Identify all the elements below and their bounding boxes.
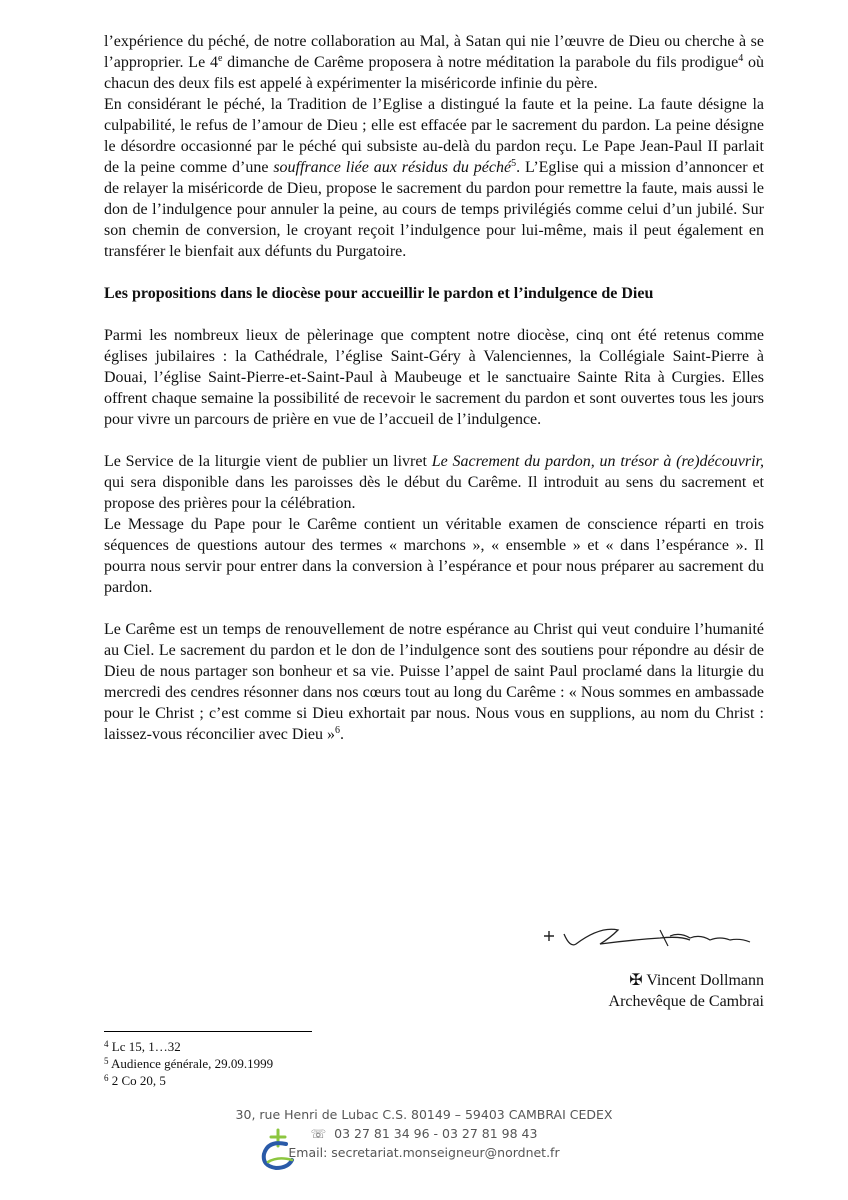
signature-block	[609, 970, 764, 1012]
text: .	[340, 726, 345, 743]
superscript: e	[217, 53, 223, 64]
footnote: $^6$ 2 Co 20, 5	[104, 1073, 166, 1088]
letter-body	[104, 31, 764, 745]
section-heading: Les propositions dans le diocèse pour accueillir le pardon et l’indulgence de Dieu	[104, 285, 654, 302]
paragraph-3: Parmi les nombreux lieux de pèlerinage que comptent notre diocèse, cinq ont été retenus comme églises jubilaires : la Cathédrale, l’église Saint-Géry à Valenciennes, la Collégiale Saint-Pierre à Douai, l’église Saint-Pierre-et-Saint-Paul à Maubeuge et le sanctuaire Sainte Rita à Curgies. Elles offrent chaque semaine la possibilité de recevoir le sacrement du pardon et sont ouvertes tous les jours pour vivre un parcours de prière en vue de l’accueil de l’indulgence.	[104, 327, 764, 428]
text: l’expérience du péché, de notre collaboration au Mal, à Satan qui nie l’œuvre de Dieu ou cherche à se l’approprier. Le 4	[104, 33, 764, 71]
footnote-ref: 4	[738, 53, 744, 64]
footnote-separator	[104, 1031, 312, 1032]
book-title: Le Sacrement du pardon, un trésor à (re)découvrir,	[431, 453, 764, 470]
footer-address: 30, rue Henri de Lubac C.S. 80149 – 59403 CAMBRAI CEDEX	[235, 1107, 613, 1122]
paragraph-5: Le Message du Pape pour le Carême contient un véritable examen de conscience réparti en trois séquences de questions autour des termes « marchons », « ensemble » et « dans l’espérance ». Il pourra nous servir pour entrer dans la conversion à l’espérance et pour nous préparer au sacrement du pardon.	[104, 516, 764, 596]
footnote: $^4$ Lc 15, 1…32	[104, 1039, 181, 1054]
footnote: $^5$ Audience générale, 29.09.1999	[104, 1056, 274, 1071]
paragraph-4	[104, 451, 764, 514]
text: En considérant le péché, la Tradition de l’Eglise a distingué la faute et la peine. La faute désigne la culpabilité, le refus de l’amour de Dieu ; elle est effacée par le sacrement du pardon. La peine désigne le désordre occasionné par le péché qui subsiste au-delà du pardon reçu. Le Pape Jean-Paul II parlait de la peine comme d’une	[104, 96, 764, 176]
paragraph-2	[104, 94, 764, 262]
paragraph-1	[104, 31, 764, 94]
footnote-ref: 6	[335, 725, 341, 736]
page-footer	[0, 1105, 848, 1162]
footer-email[interactable]: Email: secretariat.monseigneur@nordnet.fr	[288, 1145, 560, 1160]
signatory-name: Vincent Dollmann	[646, 972, 764, 989]
cross-icon: ✠	[629, 972, 643, 989]
handwritten-signature	[540, 918, 765, 958]
text: qui sera disponible dans les paroisses dès le début du Carême. Il introduit au sens du sacrement et propose des prières pour la célébration.	[104, 474, 764, 512]
text: Le Service de la liturgie vient de publier un livret	[104, 453, 432, 470]
footnote-ref: 5	[511, 158, 517, 169]
footnotes	[104, 1038, 273, 1089]
text: dimanche de Carême proposera à notre méditation la parabole du fils prodigue	[222, 54, 739, 71]
paragraph-6	[104, 619, 764, 745]
text: où chacun des deux fils est appelé à expérimenter la miséricorde infinie du père.	[104, 54, 764, 92]
telephone-icon: ☏	[310, 1126, 327, 1141]
signatory-title: Archevêque de Cambrai	[608, 993, 764, 1010]
italic-quote: souffrance liée aux résidus du péché	[273, 159, 512, 176]
footer-phone: ☏ 03 27 81 34 96 - 03 27 81 98 43	[310, 1126, 538, 1141]
text: Le Carême est un temps de renouvellement de notre espérance au Christ qui veut conduire l’humanité au Ciel. Le sacrement du pardon et le don de l’indulgence sont des soutiens pour répondre au désir de Dieu de nous partager son bonheur et sa vie. Puisse l’appel de saint Paul proclamé dans la liturgie du mercredi des cendres résonner dans nos cœurs tout au long du Carême : « Nous sommes en ambassade pour le Christ ; c’est comme si Dieu exhortait par nous. Nous vous en supplions, au nom du Christ : laissez-vous réconcilier avec Dieu »	[104, 621, 764, 743]
text: . L’Eglise qui a mission d’annoncer et de relayer la miséricorde de Dieu, propose le sacrement du pardon pour remettre la faute, mais aussi le don de l’indulgence pour annuler la peine, au cours de temps privilégiés comme celui d’un jubilé. Sur son chemin de conversion, le croyant reçoit l’indulgence pour lui-même, mais il peut également en transférer le bienfait aux défunts du Purgatoire.	[104, 159, 764, 260]
